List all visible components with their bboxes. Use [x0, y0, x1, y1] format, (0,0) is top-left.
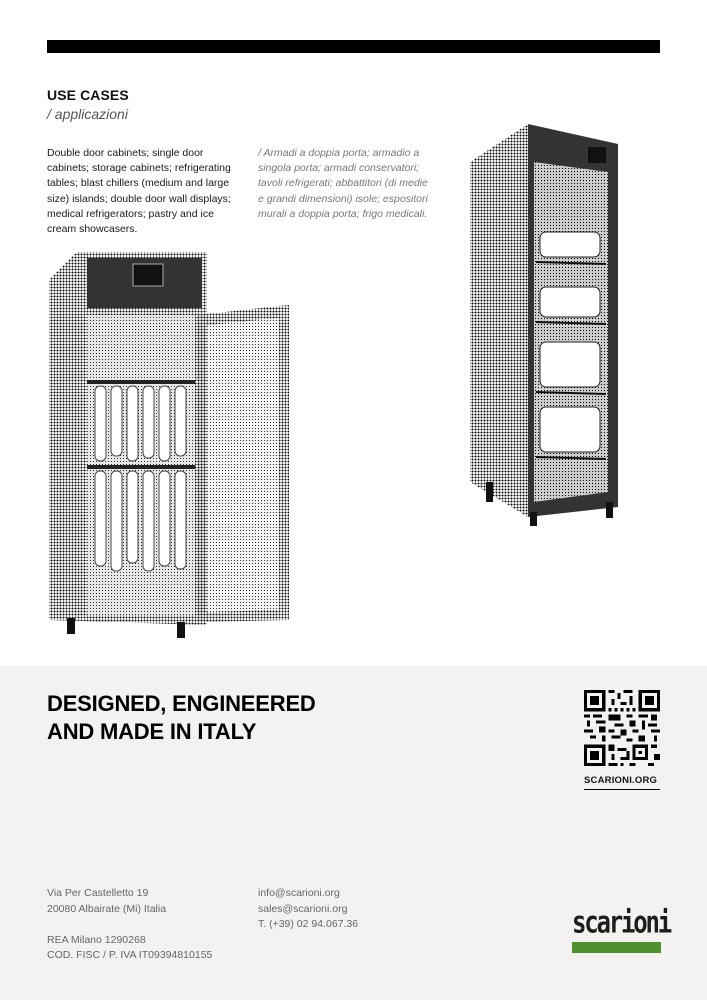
tax-code: COD. FISC / P. IVA IT09394810155: [47, 949, 213, 961]
email-info[interactable]: info@scarioni.org: [258, 887, 340, 899]
logo-accent-bar: [572, 942, 661, 953]
qr-code[interactable]: [584, 690, 660, 766]
company-contacts: [258, 886, 358, 933]
use-cases-english: Double door cabinets; single door cabinets; storage cabinets; refrigerating tables; blast chillers (medium and large size) islands; double door wall displays; medical refrigerators; pastry and ice cream showcasers.: [47, 147, 231, 236]
headline: DESIGNED, ENGINEERED AND MADE IN ITALY: [47, 691, 316, 744]
address-street: Via Per Castelletto 19: [47, 887, 149, 899]
address-city: 20080 Albairate (Mi) Italia: [47, 902, 167, 915]
scarioni-logo: scarioni: [572, 912, 661, 953]
use-cases-italian: / Armadi a doppia porta; armadio a singola porta; armadi conservatori; tavoli refrigerati; abbattitori (di medie e grandi dimensioni) isole; espositori murali a doppia porta; frigo medicali.: [258, 147, 428, 220]
rea-number: REA Milano 1290268: [47, 933, 146, 946]
email-sales[interactable]: sales@scarioni.org: [258, 902, 348, 915]
phone-number[interactable]: T. (+39) 02 94.067.36: [258, 918, 359, 930]
website-label[interactable]: SCARIONI.ORG: [584, 775, 660, 790]
top-rule: [47, 40, 660, 53]
open-cabinet-photo: [47, 250, 295, 645]
section-subtitle: / applicazioni: [47, 106, 128, 122]
section-title: USE CASES: [47, 87, 129, 103]
company-address: [47, 886, 212, 964]
closed-cabinet-photo: [468, 122, 621, 527]
